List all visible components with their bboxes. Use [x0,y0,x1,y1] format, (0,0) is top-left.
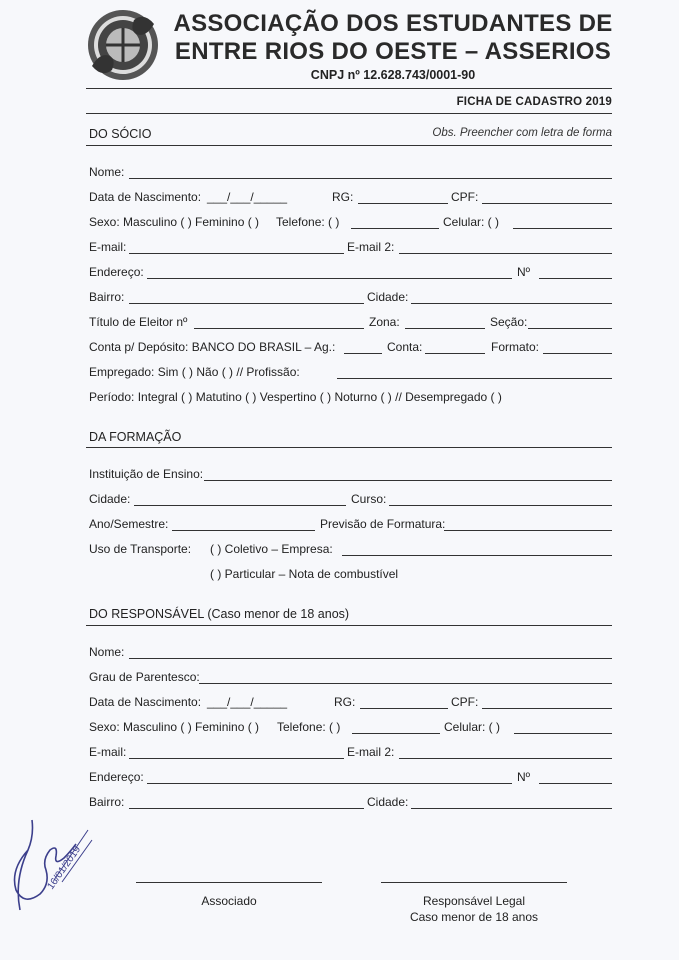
label-resp-numero: Nº [517,770,531,784]
field-instituicao[interactable] [204,480,612,481]
form-row [89,240,612,258]
label-celular: Celular: ( ) [443,215,500,229]
label-instituicao: Instituição de Ensino: [89,467,204,481]
field-resp-endereco[interactable] [147,783,512,784]
field-secao[interactable] [528,328,612,329]
responsavel-line-1: Responsável Legal [422,894,526,908]
label-numero: Nº [517,265,531,279]
label-resp-nascimento: Data de Nascimento: [89,695,202,709]
label-resp-nome: Nome: [89,645,125,659]
field-formato[interactable] [543,353,612,354]
field-cidade-formacao[interactable] [134,505,346,506]
field-conta[interactable] [425,353,485,354]
responsavel-line-2: Caso menor de 18 anos [409,910,539,924]
field-nome[interactable] [129,178,612,179]
label-resp-rg: RG: [334,695,356,709]
form-row [89,365,612,383]
association-name [168,10,618,66]
field-endereco[interactable] [147,278,512,279]
signature-line-associado[interactable] [136,882,322,883]
field-resp-email[interactable] [129,758,344,759]
section-title-socio: DO SÓCIO [89,127,152,141]
form-title: FICHA DE CADASTRO 2019 [456,96,612,108]
label-titulo-eleitor: Título de Eleitor nº [89,315,188,329]
field-previsao[interactable] [444,530,612,531]
label-nascimento: Data de Nascimento: [89,190,202,204]
field-cidade[interactable] [411,303,612,304]
field-resp-telefone[interactable] [352,733,440,734]
label-resp-email2: E-mail 2: [347,745,395,759]
form-row [89,645,612,663]
field-email2[interactable] [399,253,612,254]
option-particular[interactable]: ( ) Particular – Nota de combustível [210,567,399,581]
form-row [89,795,612,813]
field-celular[interactable] [513,228,612,229]
form-row [89,390,612,408]
signature-label-responsavel [381,893,567,925]
form-row [89,315,612,333]
form-row [89,492,612,510]
field-telefone[interactable] [351,228,439,229]
label-formato: Formato: [491,340,540,354]
cnpj: CNPJ nº 12.628.743/0001-90 [310,68,476,82]
field-ano-semestre[interactable] [172,530,315,531]
label-conta: Conta: [387,340,423,354]
form-row [89,265,612,283]
label-resp-cpf: CPF: [451,695,479,709]
form-row [89,165,612,183]
form-row [89,770,612,788]
field-agencia[interactable] [344,353,382,354]
form-row [89,190,612,208]
form-row [89,290,612,308]
label-resp-email: E-mail: [89,745,127,759]
label-cpf: CPF: [451,190,479,204]
label-resp-bairro: Bairro: [89,795,125,809]
label-transporte: Uso de Transporte: [89,542,192,556]
form-row [89,670,612,688]
field-titulo-eleitor[interactable] [194,328,364,329]
label-cidade: Cidade: [367,290,409,304]
label-periodo[interactable]: Período: Integral ( ) Matutino ( ) Vespertino ( ) Noturno ( ) // Desempregado ( ) [89,390,502,404]
field-resp-celular[interactable] [514,733,612,734]
field-rg[interactable] [358,203,448,204]
signature-label-associado: Associado [201,894,257,908]
field-zona[interactable] [405,328,485,329]
signature-line-responsavel[interactable] [381,882,567,883]
field-resp-cidade[interactable] [411,808,612,809]
label-empregado[interactable]: Empregado: Sim ( ) Não ( ) // Profissão: [89,365,300,379]
label-ano-semestre: Ano/Semestre: [89,517,169,531]
label-resp-endereco: Endereço: [89,770,144,784]
field-numero[interactable] [539,278,612,279]
label-resp-celular: Celular: ( ) [444,720,501,734]
section-divider-responsavel [86,625,612,626]
fill-note: Obs. Preencher com letra de forma [432,127,612,139]
field-resp-cpf[interactable] [482,708,612,709]
title-line-1: ASSOCIAÇÃO DOS ESTUDANTES DE [173,10,613,37]
field-resp-nome[interactable] [129,658,612,659]
label-resp-sexo[interactable]: Sexo: Masculino ( ) Feminino ( ) [89,720,260,734]
label-zona: Zona: [369,315,400,329]
label-resp-telefone: Telefone: ( ) [277,720,341,734]
association-seal-icon [86,8,160,82]
label-previsao: Previsão de Formatura: [320,517,446,531]
field-resp-nascimento[interactable]: ___/___/_____ [207,695,288,709]
form-title-divider [86,113,612,114]
label-bairro: Bairro: [89,290,125,304]
field-curso[interactable] [389,505,612,506]
field-cpf[interactable] [482,203,612,204]
field-resp-bairro[interactable] [129,808,364,809]
section-divider-socio [86,145,612,146]
label-conta-deposito: Conta p/ Depósito: BANCO DO BRASIL – Ag.: [89,340,336,354]
field-nascimento[interactable]: ___/___/_____ [207,190,288,204]
field-resp-rg[interactable] [360,708,448,709]
form-row [89,745,612,763]
section-title-responsavel: DO RESPONSÁVEL (Caso menor de 18 anos) [89,607,350,621]
label-email2: E-mail 2: [347,240,395,254]
field-profissao[interactable] [337,378,612,379]
section-title-formacao: DA FORMAÇÃO [89,430,182,444]
svg-text:16/01/2019: 16/01/2019 [45,844,84,892]
label-endereco: Endereço: [89,265,144,279]
form-row [89,567,612,585]
header-divider [86,88,612,89]
label-secao: Seção: [490,315,528,329]
option-coletivo[interactable]: ( ) Coletivo – Empresa: [210,542,333,556]
section-divider-formacao [86,447,612,448]
label-cidade-formacao: Cidade: [89,492,131,506]
field-bairro[interactable] [129,303,364,304]
form-row [89,517,612,535]
label-curso: Curso: [351,492,387,506]
handwritten-signature-icon [6,810,96,920]
form-row [89,542,612,560]
label-email: E-mail: [89,240,127,254]
form-row [89,467,612,485]
form-row [89,720,612,738]
form-row [89,215,612,233]
field-parentesco[interactable] [199,683,612,684]
label-rg: RG: [332,190,354,204]
label-parentesco: Grau de Parentesco: [89,670,200,684]
form-row [89,695,612,713]
label-sexo[interactable]: Sexo: Masculino ( ) Feminino ( ) [89,215,260,229]
label-nome: Nome: [89,165,125,179]
form-row [89,340,612,358]
field-resp-numero[interactable] [539,783,612,784]
field-resp-email2[interactable] [399,758,612,759]
label-resp-cidade: Cidade: [367,795,409,809]
field-email[interactable] [129,253,344,254]
label-telefone: Telefone: ( ) [276,215,340,229]
field-empresa[interactable] [342,555,612,556]
title-line-2: ENTRE RIOS DO OESTE – ASSERIOS [174,38,612,65]
